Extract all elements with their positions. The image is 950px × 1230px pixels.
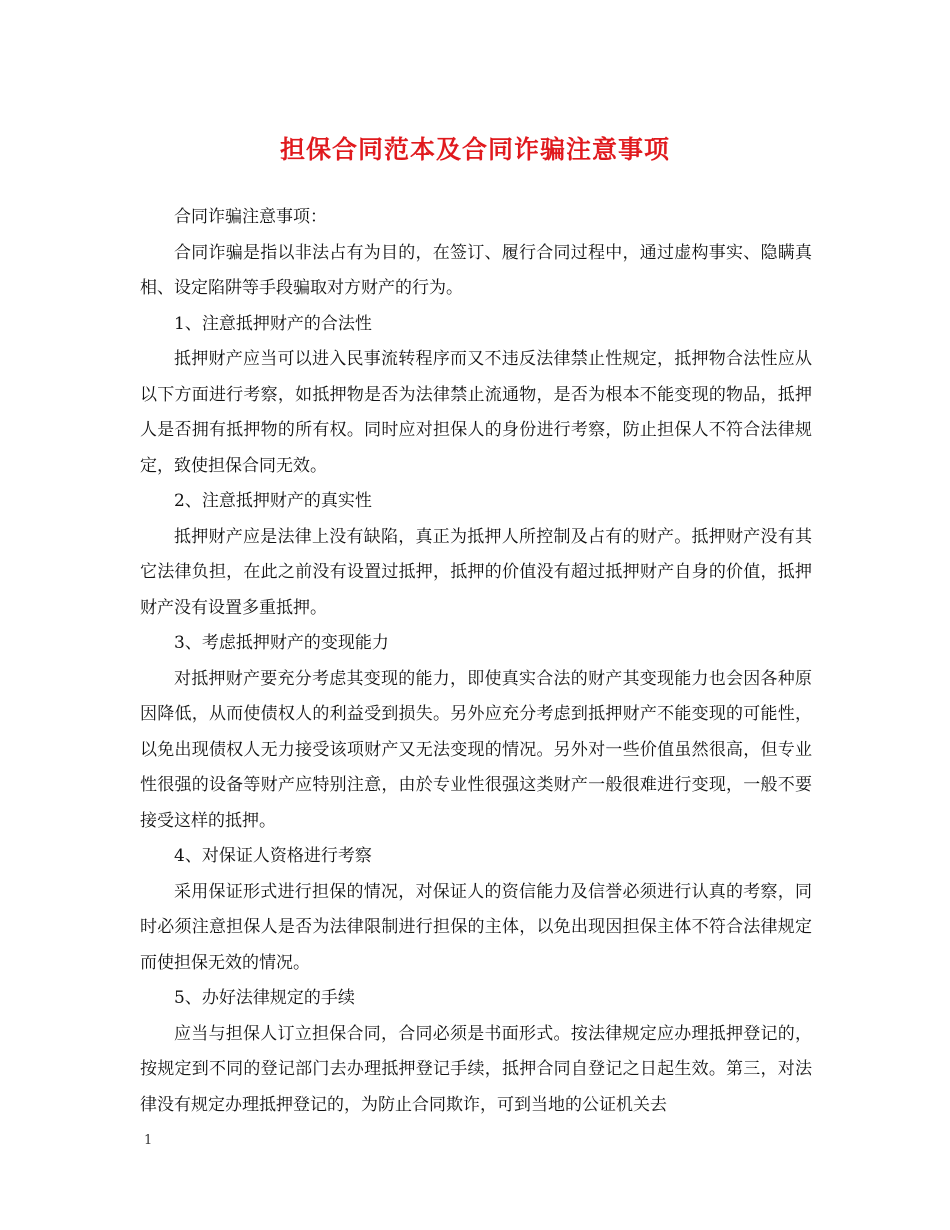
paragraph-section-5: 应当与担保人订立担保合同，合同必须是书面形式。按法律规定应办理抵押登记的，按规定到不同的登记部门去办理抵押登记手续，抵押合同自登记之日起生效。第三，对法律没有规定办理抵押登记的，为防止合同欺诈，可到当地的公证机关去 bbox=[140, 1023, 812, 1115]
page-number: 1 bbox=[144, 1133, 153, 1148]
section-heading-4: 4、对保证人资格进行考察 bbox=[174, 846, 372, 866]
paragraph-section-2: 抵押财产应是法律上没有缺陷，真正为抵押人所控制及占有的财产。抵押财产没有其它法律负担，在此之前没有设置过抵押，抵押的价值没有超过抵押财产自身的价值，抵押财产没有设置多重抵押。 bbox=[140, 526, 812, 618]
section-heading-1: 1、注意抵押财产的合法性 bbox=[174, 313, 372, 334]
paragraph-section-1: 抵押财产应当可以进入民事流转程序而又不违反法律禁止性规定，抵押物合法性应从以下方面进行考察，如抵押物是否为法律禁止流通物，是否为根本不能变现的物品，抵押人是否拥有抵押物的所有权。同时应对担保人的身份进行考察，防止担保人不符合法律规定，致使担保合同无效。 bbox=[140, 349, 812, 476]
paragraph-section-4: 采用保证形式进行担保的情况，对保证人的资信能力及信誉必须进行认真的考察，同时必须注意担保人是否为法律限制进行担保的主体，以免出现因担保主体不符合法律规定而使担保无效的情况。 bbox=[140, 881, 812, 973]
paragraph-definition: 合同诈骗是指以非法占有为目的，在签订、履行合同过程中，通过虚构事实、隐瞒真相、设定陷阱等手段骗取对方财产的行为。 bbox=[140, 242, 812, 298]
section-heading-3: 3、考虑抵押财产的变现能力 bbox=[174, 633, 389, 653]
section-heading-2: 2、注意抵押财产的真实性 bbox=[174, 491, 372, 511]
section-heading-5: 5、办好法律规定的手续 bbox=[174, 988, 355, 1008]
document-body bbox=[140, 200, 812, 1123]
paragraph-section-3: 对抵押财产要充分考虑其变现的能力，即使真实合法的财产其变现能力也会因各种原因降低，从而使债权人的利益受到损失。另外应充分考虑到抵押财产不能变现的可能性，以免出现债权人无力接受该项财产又无法变现的情况。另外对一些价值虽然很高，但专业性很强的设备等财产应特别注意，由於专业性很强这类财产一般很难进行变现，一般不要接受这样的抵押。 bbox=[140, 668, 812, 831]
document-title: 担保合同范本及合同诈骗注意事项 bbox=[279, 135, 670, 164]
paragraph-heading-intro: 合同诈骗注意事项： bbox=[174, 207, 327, 227]
